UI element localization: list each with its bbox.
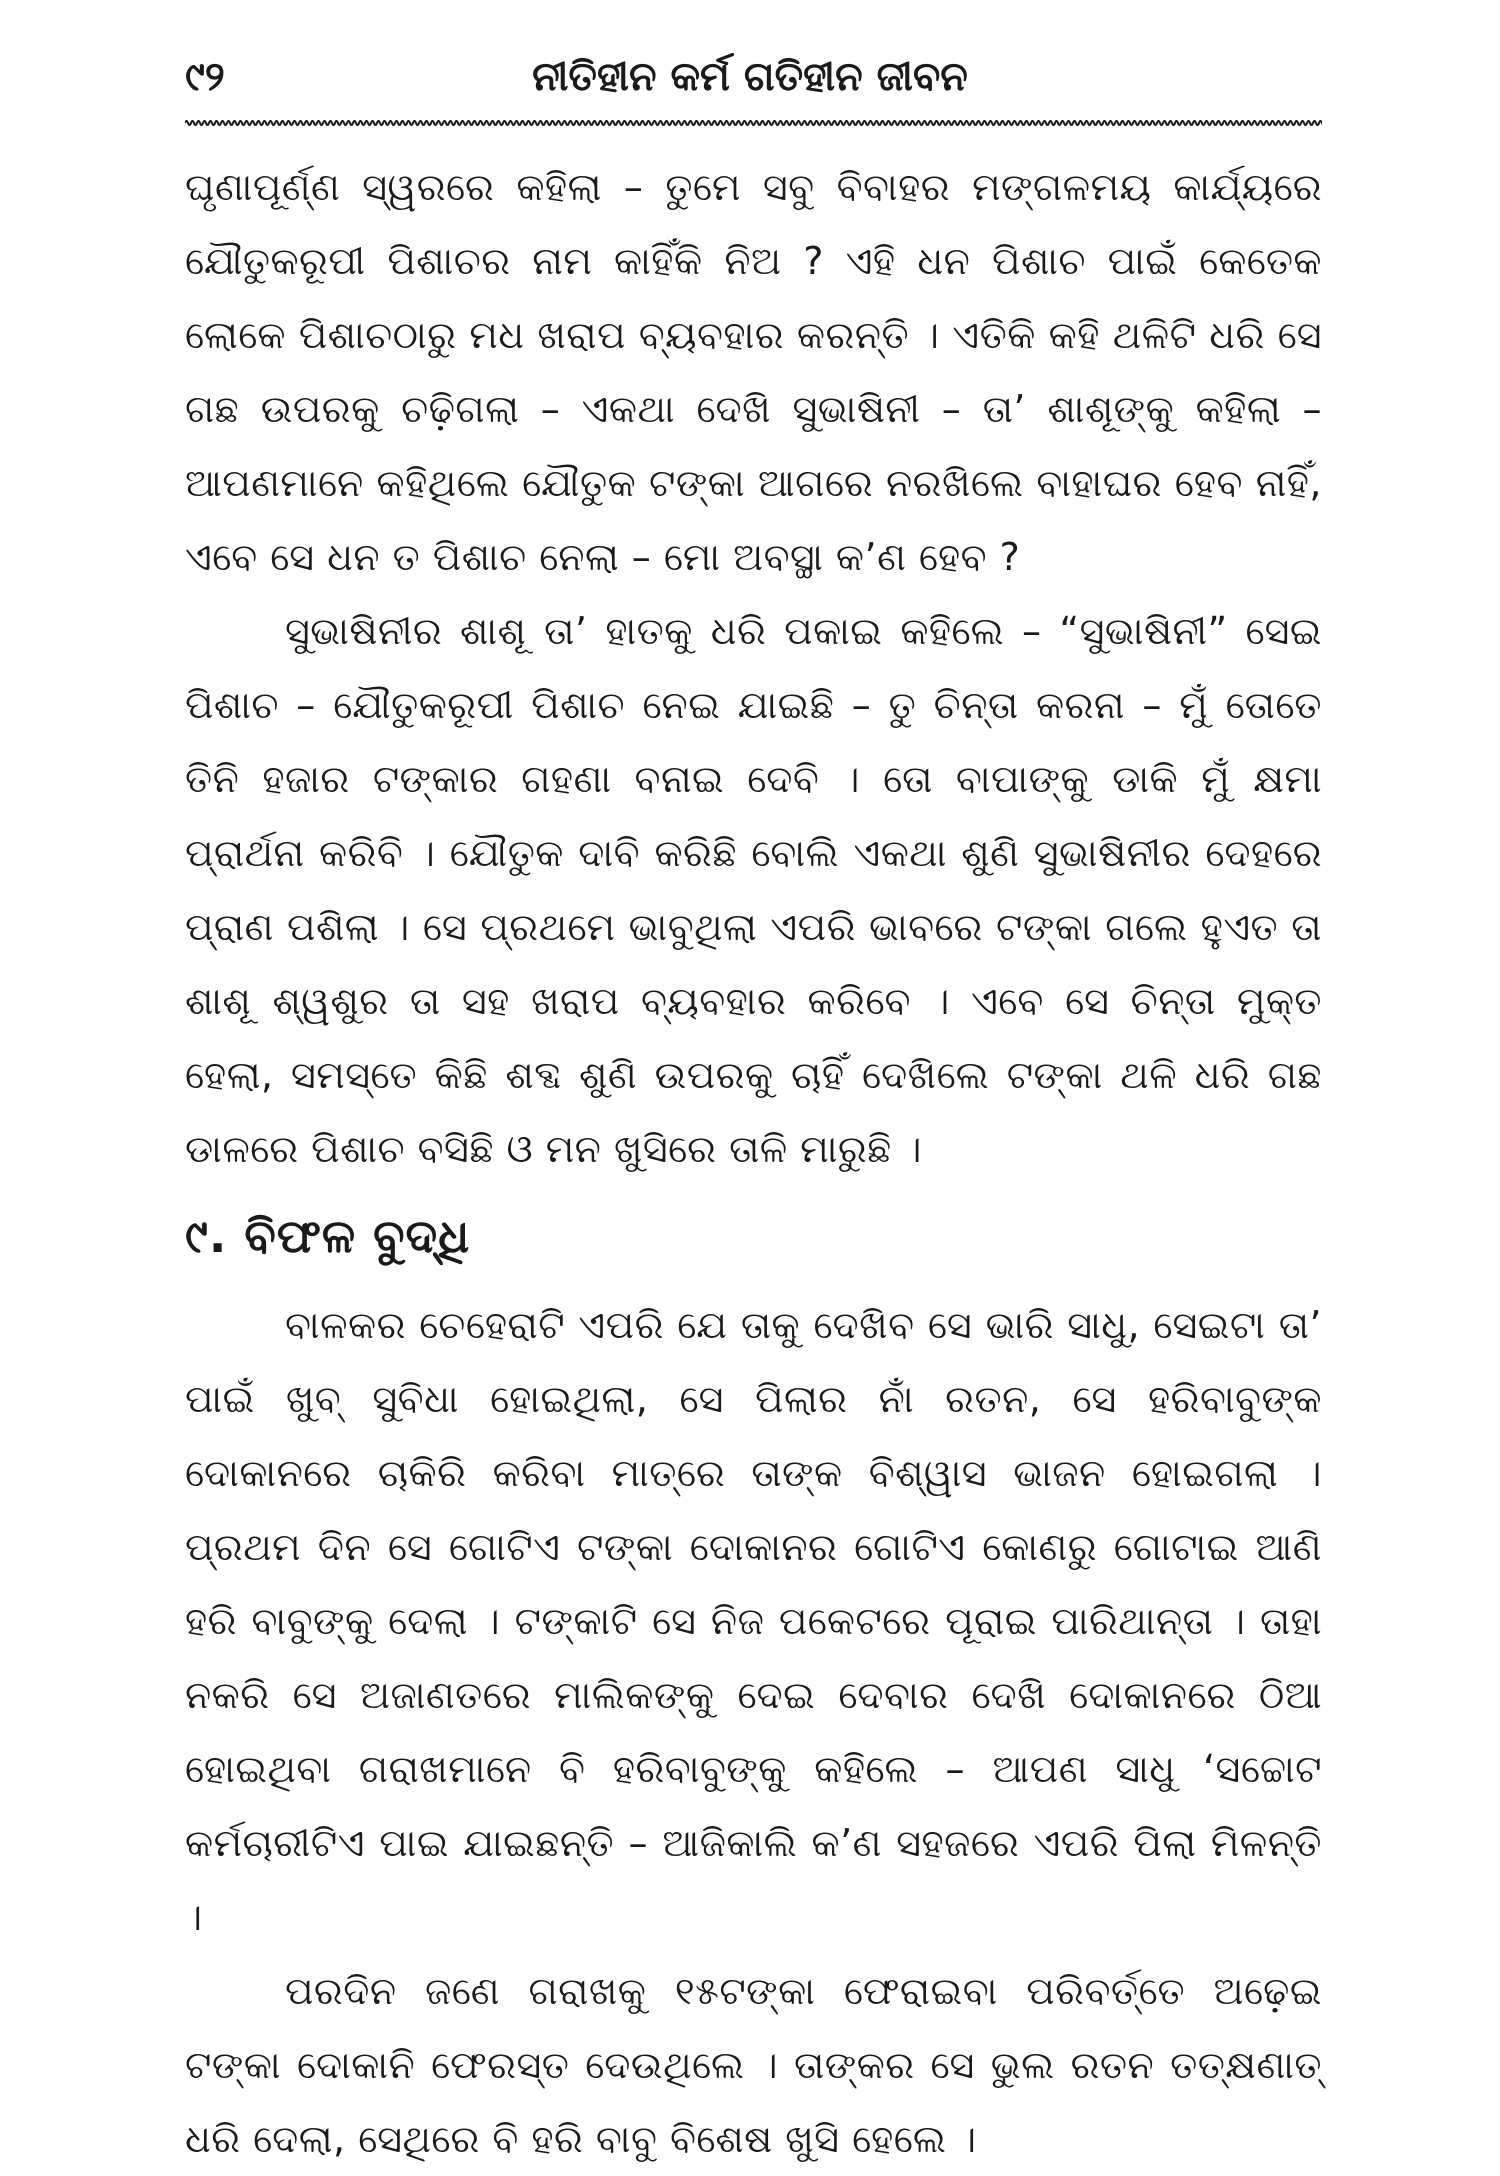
page-header: [185, 48, 1315, 118]
page-body: [185, 150, 1322, 2176]
body-paragraph: ସୁଭାଷିନୀର ଶାଶୂ ତା’ ହାତକୁ ଧରି ପକାଇ କହିଲେ – “ସୁଭାଷିନୀ” ସେଇ ପିଶାଚ – ଯୌତୁକରୂପୀ ପିଶାଚ ନେଇ ଯାଇଛି – ତୁ ଚିନ୍ତା କରନା – ମୁଁ ତୋତେ ତିନି ହଜାର ଟଙ୍କାର ଗହଣା ବନାଇ ଦେବି । ତୋ ବାପାଙ୍କୁ ଡାକି ମୁଁ କ୍ଷମା ପ୍ରାର୍ଥନା କରିବି । ଯୌତୁକ ଦାବି କରିଛି ବୋଲି ଏକଥା ଶୁଣି ସୁଭାଷିନୀର ଦେହରେ ପ୍ରାଣ ପଶିଲା । ସେ ପ୍ରଥମେ ଭାବୁଥିଲା ଏପରି ଭାବରେ ଟଙ୍କା ଗଲେ ହୁଏତ ତା ଶାଶୂ ଶ୍ୱଶୁର ତା ସହ ଖରାପ ବ୍ୟବହାର କରିବେ । ଏବେ ସେ ଚିନ୍ତା ମୁକ୍ତ ହେଲା, ସମସ୍ତେ କିଛି ଶବ୍ଦ ଶୁଣି ଉପରକୁ ଚାହିଁ ଦେଖିଲେ ଟଙ୍କା ଥଳି ଧରି ଗଛ ଡାଳରେ ପିଶାଚ ବସିଛି ଓ ମନ ଖୁସିରେ ତାଳି ମାରୁଛି ।: [185, 609, 1322, 1171]
running-title: ନୀତିହୀନ କର୍ମ ଗତିହୀନ ଜୀବନ: [532, 54, 968, 100]
page-number: ୯୨: [185, 54, 225, 100]
decorative-wavy-rule: [185, 118, 1322, 128]
body-paragraph: ଘୃଣାପୂର୍ଣ୍ଣ ସ୍ୱରରେ କହିଲା – ତୁମେ ସବୁ ବିବାହର ମଙ୍ଗଳମୟ କାର୍ଯ୍ୟରେ ଯୌତୁକରୂପୀ ପିଶାଚର ନାମ କାହିଁକି ନିଅ ? ଏହି ଧନ ପିଶାଚ ପାଇଁ କେତେକ ଲୋକେ ପିଶାଚଠାରୁ ମଧ ଖରାପ ବ୍ୟବହାର କରନ୍ତି । ଏତିକି କହି ଥଳିଟି ଧରି ସେ ଗଛ ଉପରକୁ ଚଢ଼ିଗଲା – ଏକଥା ଦେଖି ସୁଭାଷିନୀ – ତା’ ଶାଶୂଙ୍କୁ କହିଲା – ଆପଣମାନେ କହିଥିଲେ ଯୌତୁକ ଟଙ୍କା ଆଗରେ ନରଖିଲେ ବାହାଘର ହେବ ନାହିଁ, ଏବେ ସେ ଧନ ତ ପିଶାଚ ନେଲା – ମୋ ଅବସ୍ଥା କ’ଣ ହେବ ?: [185, 165, 1322, 579]
section-heading: ୯. ବିଫଳ ବୁଦ୍ଧି: [185, 1209, 471, 1263]
body-paragraph: ପରଦିନ ଜଣେ ଗରାଖକୁ ୧୫ଟଙ୍କା ଫେରାଇବା ପରିବର୍ତ୍ତେ ଅଢ଼େଇ ଟଙ୍କା ଦୋକାନି ଫେରସ୍ତ ଦେଉଥିଲେ । ତାଙ୍କର ସେ ଭୁଲ ରତନ ତତ୍‌କ୍ଷଣାତ୍ ଧରି ଦେଲା, ସେଥିରେ ବି ହରି ବାବୁ ବିଶେଷ ଖୁସି ହେଲେ ।: [185, 1969, 1322, 2161]
body-paragraph: ବାଳକର ଚେହେରାଟି ଏପରି ଯେ ତାକୁ ଦେଖିବ ସେ ଭାରି ସାଧୁ, ସେଇଟା ତା’ ପାଇଁ ଖୁବ୍ ସୁବିଧା ହୋଇଥିଲା, ସେ ପିଲାର ନାଁ ରତନ, ସେ ହରିବାବୁଙ୍କ ଦୋକାନରେ ଚାକିରି କରିବା ମାତ୍ରେ ତାଙ୍କ ବିଶ୍ୱାସ ଭାଜନ ହୋଇଗଲା । ପ୍ରଥମ ଦିନ ସେ ଗୋଟିଏ ଟଙ୍କା ଦୋକାନର ଗୋଟିଏ କୋଣରୁ ଗୋଟାଇ ଆଣି ହରି ବାବୁଙ୍କୁ ଦେଲା । ଟଙ୍କାଟି ସେ ନିଜ ପକେଟରେ ପୂରାଇ ପାରିଥାନ୍ତା । ତାହା ନକରି ସେ ଅଜାଣତରେ ମାଲିକଙ୍କୁ ଦେଇ ଦେବାର ଦେଖି ଦୋକାନରେ ଠିଆ ହୋଇଥିବା ଗରାଖମାନେ ବି ହରିବାବୁଙ୍କୁ କହିଲେ – ଆପଣ ସାଧୁ ‘ସଚ୍ଚୋଟ କର୍ମଚାରୀଟିଏ ପାଇ ଯାଇଛନ୍ତି – ଆଜିକାଲି କ’ଣ ସହଜରେ ଏପରି ପିଲା ମିଳନ୍ତି ।: [185, 1303, 1322, 1939]
